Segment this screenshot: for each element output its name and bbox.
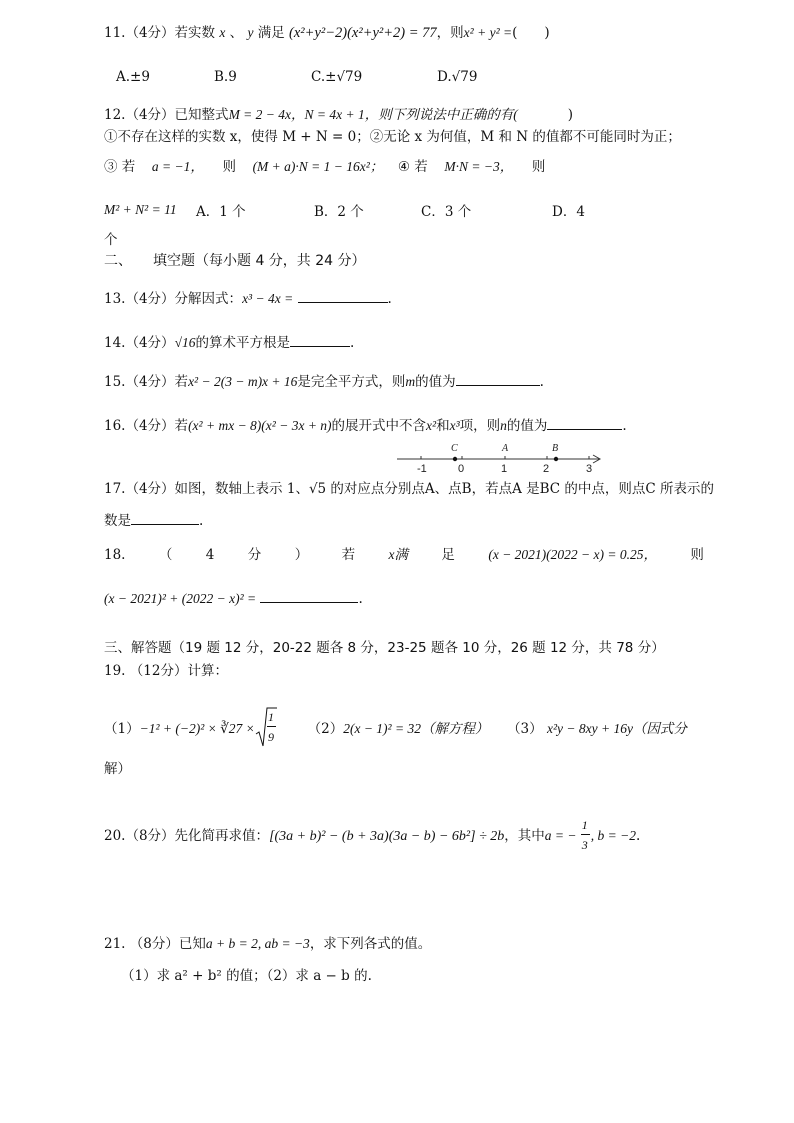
q18-part-5: 若 <box>341 547 356 563</box>
q11-mid: 满足 <box>257 25 285 41</box>
q12-line1: ①不存在这样的实数 x，使得 M + N = 0；②无论 x 为何值，M 和 N 的值都不可能同时为正； <box>104 129 681 145</box>
q16-term1: x² <box>426 418 437 433</box>
q16-expr: (x² + mx − 8)(x² − 3x + n) <box>188 418 332 433</box>
q12-option-d: D．4 <box>552 204 585 220</box>
q19-p3-tail: 解） <box>104 761 131 777</box>
q18-part-7: 足 <box>441 547 455 563</box>
q15-label: 15.（4分）若 <box>104 374 189 390</box>
q19-sqrt-fraction <box>259 709 281 744</box>
q16 <box>104 414 627 436</box>
q11-label: 11.（4分）若实数 <box>104 25 216 41</box>
q21 <box>104 934 431 954</box>
q15-expr: x² − 2(3 − m)x + 16 <box>188 374 298 389</box>
q18-part-4: ） <box>294 547 309 563</box>
q20-fraction <box>581 817 591 852</box>
section-2-heading: 二、 填空题（每小题 4 分，共 24 分） <box>104 253 366 269</box>
q20-label: 20.（8分）先化简再求值： <box>104 828 270 844</box>
q11-option-d: D.√79 <box>437 69 478 85</box>
q12-tail: 个 <box>104 232 118 248</box>
q18-part-6: x满 <box>388 547 409 562</box>
point-b-label: B <box>552 443 559 454</box>
q18-part-8: (x − 2021)(2022 − x) = 0.25， <box>488 547 657 562</box>
q21-sub: （1）求 a² + b² 的值；（2）求 a − b 的. <box>121 968 372 984</box>
q12-l2-g: 则 <box>531 159 546 175</box>
q19-frac-den: 9 <box>268 729 275 744</box>
q18-end: . <box>358 591 363 607</box>
q12-l2-d: (M + a)·N = 1 − 16x²； <box>252 159 384 174</box>
q11-ask: ，则 <box>436 25 464 41</box>
q11-sep: 、 <box>229 25 244 41</box>
tick-label-neg1: -1 <box>417 463 427 475</box>
q21-rest: ，求下列各式的值。 <box>309 936 432 952</box>
tick-label-1: 1 <box>501 463 508 475</box>
q18-part-9: 则 <box>690 547 704 563</box>
q18-line1 <box>104 545 704 565</box>
tick-label-0: 0 <box>458 463 465 475</box>
q16-rest2: 项，则 <box>459 418 501 434</box>
q11-paren: ( ) <box>512 25 550 41</box>
q12-stem <box>104 105 573 125</box>
q12-l2-e: ④ 若 <box>397 159 428 175</box>
q17-answer-blank[interactable] <box>131 509 199 525</box>
q11-option-a: A.±9 <box>116 69 150 85</box>
q14-expr: √16 <box>174 335 196 350</box>
q20-end: . <box>636 828 641 844</box>
point-c-label: C <box>451 443 458 454</box>
q16-var: n <box>500 418 507 433</box>
q20-frac-num: 1 <box>581 817 588 832</box>
q18-part-2: 4 <box>205 547 215 563</box>
q16-and: 和 <box>436 418 450 434</box>
q21-cond: a + b = 2, ab = −3 <box>205 936 310 951</box>
q14 <box>104 331 354 353</box>
q12-label: 12.（4分）已知整式 <box>104 107 229 123</box>
q17-line2 <box>104 509 203 531</box>
q12-option-c: C．3 个 <box>421 204 472 220</box>
q17-line1: 17.（4分）如图，数轴上表示 1、√5 的对应点分别点A、点B，若点A 是BC 的中点，则点C 所表示的 <box>104 481 715 497</box>
q11-var-x: x <box>219 25 226 40</box>
q11-expr: x² + y² = <box>463 25 513 40</box>
q17-label: 数是 <box>104 513 131 529</box>
point-c-dot <box>453 457 457 461</box>
q14-answer-blank[interactable] <box>290 331 350 347</box>
q12-l3-expr: M² + N² = 11 <box>104 202 177 217</box>
q11-option-b: B.9 <box>214 69 237 85</box>
q11-equation: (x²+y²−2)(x²+y²+2) = 77 <box>289 25 437 41</box>
q19-p3-expr: x²y − 8xy + 16y（因式分 <box>546 721 687 736</box>
q19-p2-expr: 2(x − 1)² = 32（解方程） <box>343 721 489 736</box>
q14-end: . <box>349 335 355 351</box>
q12-option-a: A．1 个 <box>196 204 246 220</box>
number-line-figure <box>395 441 607 475</box>
q16-term2: x³ <box>449 418 460 433</box>
q20-expr: [(3a + b)² − (b + 3a)(3a − b) − 6b²] ÷ 2b <box>269 829 505 844</box>
q19-p2-label: （2） <box>307 721 344 737</box>
q18-line2 <box>104 587 363 609</box>
q16-rest3: 的值为 <box>506 418 548 434</box>
q15-var: m <box>405 374 416 389</box>
q20-frac-den: 3 <box>581 837 588 852</box>
q11-stem <box>104 23 550 43</box>
q14-label: 14.（4分） <box>104 335 175 351</box>
q20-cond-a: a = − <box>544 828 577 843</box>
q18-part-0: 18. <box>104 547 126 563</box>
q12-l2-c: 则 <box>222 159 236 175</box>
q16-end: . <box>622 418 627 434</box>
q12-def: M = 2 − 4x，N = 4x + 1，则下列说法中正确的有( <box>228 107 518 122</box>
q13-answer-blank[interactable] <box>298 287 388 303</box>
q13-expr: x³ − 4x = <box>242 291 294 306</box>
q16-answer-blank[interactable] <box>547 414 622 430</box>
q18-part-3: 分 <box>247 547 262 563</box>
q18-expr: (x − 2021)² + (2022 − x)² = <box>104 591 257 606</box>
q12-line2 <box>104 157 545 177</box>
q13-end: . <box>387 291 392 307</box>
q19-parts <box>104 709 687 744</box>
q19-p3-label: （3） <box>507 721 543 737</box>
q13-label: 13.（4分）分解因式： <box>104 291 243 307</box>
q19-frac-num: 1 <box>268 709 275 724</box>
q16-rest: 的展开式中不含 <box>331 418 427 434</box>
q12-l2-f: M·N = −3， <box>444 159 514 174</box>
q19-p1-label: （1） <box>104 721 140 737</box>
q12-line3 <box>104 200 177 220</box>
tick-label-3: 3 <box>586 463 593 475</box>
q15-rest2: 的值为 <box>415 374 456 390</box>
q21-label: 21. （8分）已知 <box>104 936 206 952</box>
q12-def-end: ) <box>567 107 574 123</box>
q12-l2-b: a = −1， <box>151 159 204 174</box>
q15 <box>104 370 544 392</box>
q15-rest: 是完全平方式，则 <box>297 374 406 390</box>
q15-answer-blank[interactable] <box>456 370 540 386</box>
q11-option-c: C.±√79 <box>311 69 363 85</box>
q15-end: . <box>539 374 544 390</box>
q16-label: 16.（4分）若 <box>104 418 189 434</box>
q20-rest: ，其中 <box>504 828 545 844</box>
q19-p1-expr: −1² + (−2)² × ∛27 × <box>139 721 255 736</box>
q19-title: 19. （12分）计算： <box>104 663 228 679</box>
q14-rest: 的算术平方根是 <box>195 335 290 351</box>
q12-option-b: B．2 个 <box>314 204 364 220</box>
q17-end: . <box>199 513 204 529</box>
q18-answer-blank[interactable] <box>260 587 358 603</box>
q11-var-y: y <box>247 25 254 40</box>
point-b-dot <box>554 457 558 461</box>
q12-l2-a: ③ 若 <box>104 159 136 175</box>
point-a-label: A <box>502 443 509 454</box>
tick-label-2: 2 <box>543 463 550 475</box>
section-3-heading: 三、解答题（19 题 12 分，20-22 题各 8 分，23-25 题各 10 分，26 题 12 分，共 78 分） <box>104 640 665 656</box>
q20 <box>104 817 641 852</box>
q13 <box>104 287 392 309</box>
q18-part-1: （ <box>158 547 173 563</box>
q20-cond-b: , b = −2 <box>590 828 637 843</box>
